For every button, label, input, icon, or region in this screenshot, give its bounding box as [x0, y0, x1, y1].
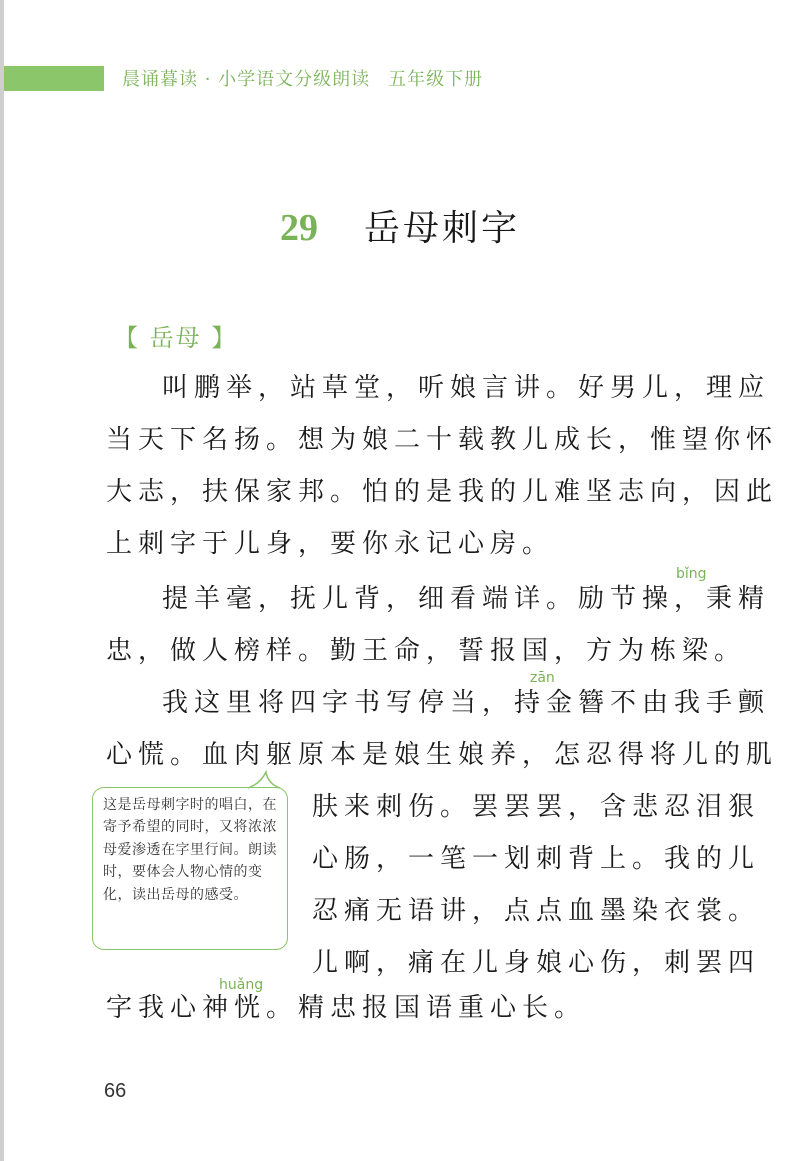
series-title: 晨诵暮读 · 小学语文分级朗读 [122, 69, 371, 90]
header-color-bar [4, 66, 104, 91]
text-line: 心肠，一笔一划刺背上。我的儿 [312, 844, 761, 874]
speaker-tag: 【 岳母 】 [114, 324, 238, 352]
page-edge-rule [0, 0, 4, 1161]
text-line: 提羊毫，抚儿背，细看端详。励节操，秉精 [162, 584, 771, 614]
text-line: 忠，做人榜样。勤王命，誓报国，方为栋梁。 [106, 636, 747, 666]
lesson-heading [0, 200, 800, 251]
lesson-title: 岳母刺字 [363, 208, 520, 249]
pinyin-annotation: zān [530, 670, 555, 686]
lesson-number: 29 [279, 207, 318, 249]
text-line: 忍痛无语讲，点点血墨染衣裳。 [312, 896, 761, 926]
pinyin-annotation: huǎng [219, 977, 264, 993]
text-line: 字我心神恍。精忠报国语重心长。 [106, 993, 587, 1023]
page-number: 66 [104, 1080, 127, 1102]
text-line: 当天下名扬。想为娘二十载教儿成长，惟望你怀 [106, 425, 779, 455]
reading-tip-note: 这是岳母刺字时的唱白，在寄予希望的同时，又将浓浓母爱渗透在字里行间。朗读时，要体会人物心情的变化，读出岳母的感受。 [92, 787, 288, 950]
text-line: 上刺字于儿身，要你永记心房。 [106, 529, 555, 559]
text-line: 心慌。血肉躯原本是娘生娘养，怎忍得将儿的肌 [106, 740, 779, 770]
text-line: 我这里将四字书写停当，持金簪不由我手颤 [162, 688, 771, 718]
text-line: 大志，扶保家邦。怕的是我的儿难坚志向，因此 [106, 477, 779, 507]
text-line: 儿啊，痛在儿身娘心伤，刺罢四 [312, 948, 761, 978]
pinyin-annotation: bǐng [676, 566, 707, 582]
text-line: 肤来刺伤。罢罢罢，含悲忍泪狠 [312, 792, 761, 822]
text-line: 叫鹏举，站草堂，听娘言讲。好男儿，理应 [162, 373, 771, 403]
running-header [122, 67, 483, 92]
grade-label: 五年级下册 [388, 69, 484, 90]
